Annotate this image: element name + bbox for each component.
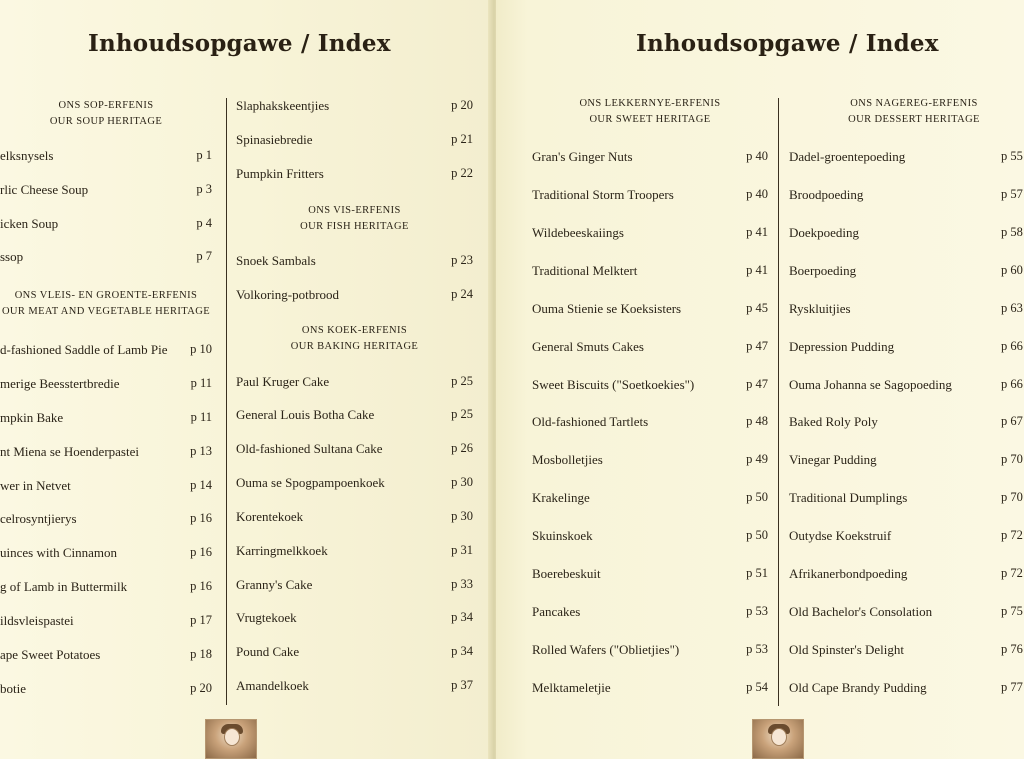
index-entry [0,647,212,667]
entry-page: p 30 [451,475,473,489]
section-heading [789,96,1024,128]
entry-page: p 63 [1001,301,1023,315]
index-entry [532,680,768,700]
entry-title: Mosbolletjies [532,452,603,467]
entry-title: Boerpoeding [789,263,857,278]
index-entry [236,253,473,273]
index-entry [532,225,768,245]
entry-page: p 16 [190,511,212,525]
index-entry [532,604,768,624]
entry-title: Melktameletjie [532,680,611,695]
index-entry [236,475,473,495]
section-heading [532,96,768,128]
index-entry [236,98,473,118]
index-entry [789,339,1024,359]
entry-title: Amandelkoek [236,678,309,693]
entry-page: p 16 [190,579,212,593]
entry-title: uinces with Cinnamon [0,545,117,560]
column-divider [778,98,779,706]
entry-page: p 30 [451,509,473,523]
entry-page: p 45 [746,301,768,315]
entry-page: p 70 [1001,490,1023,504]
entry-title: Baked Roly Poly [789,414,878,429]
entry-page: p 47 [746,377,768,391]
index-entry [789,680,1024,700]
section-heading-af: ONS VIS-ERFENIS [308,205,401,216]
section-heading-en: OUR DESSERT HERITAGE [848,114,980,125]
entry-page: p 37 [451,678,473,692]
entry-title: Paul Kruger Cake [236,374,330,389]
entry-page: p 3 [196,182,212,196]
index-entry [236,374,473,394]
right-col-1 [532,96,768,706]
entry-title: Pancakes [532,604,581,619]
index-entry [789,604,1024,624]
entry-title: Broodpoeding [789,187,864,202]
index-entry [789,566,1024,586]
right-page [496,0,1024,759]
index-entry [0,613,212,633]
index-entry [532,149,768,169]
entry-title: icken Soup [0,216,59,231]
index-entry [532,528,768,548]
index-entry [0,182,212,202]
index-entry [0,579,212,599]
entry-title: Dadel-groentepoeding [789,149,906,164]
entry-page: p 47 [746,339,768,353]
entry-page: p 11 [190,410,212,424]
entry-page: p 41 [746,225,768,239]
entry-page: p 67 [1001,414,1023,428]
entry-title: ssop [0,249,24,264]
entry-page: p 50 [746,490,768,504]
index-entry [532,642,768,662]
section-heading [0,98,212,130]
entry-title: Rolled Wafers ("Oblietjies") [532,642,680,657]
entry-page: p 34 [451,644,473,658]
index-entry [0,410,212,430]
entry-page: p 75 [1001,604,1023,618]
index-entry [789,187,1024,207]
index-entry [236,577,473,597]
index-entry [789,642,1024,662]
entry-title: d-fashioned Saddle of Lamb Pie [0,342,168,357]
entry-page: p 7 [196,249,212,263]
section-heading [236,323,473,355]
entry-title: Outydse Koekstruif [789,528,892,543]
entry-title: Sweet Biscuits ("Soetkoekies") [532,377,695,392]
entry-page: p 26 [451,441,473,455]
entry-page: p 31 [451,543,473,557]
entry-page: p 58 [1001,225,1023,239]
entry-page: p 1 [196,148,212,162]
entry-page: p 57 [1001,187,1023,201]
section-heading-en: OUR BAKING HERITAGE [290,341,419,352]
entry-title: Wildebeeskaiings [532,225,624,240]
entry-title: Pumpkin Fritters [236,166,324,181]
index-entry [0,249,212,269]
section-heading-af: ONS LEKKERNYE-ERFENIS [579,98,721,109]
index-entry [532,263,768,283]
index-entry [236,509,473,529]
entry-page: p 11 [190,376,212,390]
right-col-2 [789,96,1024,706]
index-entry [0,681,212,701]
index-entry [532,414,768,434]
entry-page: p 72 [1001,528,1023,542]
entry-page: p 49 [746,452,768,466]
entry-page: p 66 [1001,339,1023,353]
entry-title: Boerebeskuit [532,566,601,581]
index-entry [789,490,1024,510]
entry-page: p 50 [746,528,768,542]
index-entry [236,610,473,630]
left-col-1 [0,98,212,708]
index-entry [789,149,1024,169]
right-page-title: Inhoudsopgawe / Index [636,30,939,57]
index-entry [789,528,1024,548]
entry-title: ape Sweet Potatoes [0,647,101,662]
entry-title: Vrugtekoek [236,610,297,625]
entry-title: nt Miena se Hoenderpastei [0,444,139,459]
entry-page: p 41 [746,263,768,277]
entry-page: p 34 [451,610,473,624]
section-heading-af: ONS SOP-ERFENIS [58,100,154,111]
entry-page: p 20 [451,98,473,112]
entry-title: elksnysels [0,148,54,163]
entry-title: g of Lamb in Buttermilk [0,579,128,594]
entry-title: Pound Cake [236,644,300,659]
entry-page: p 18 [190,647,212,661]
index-entry [236,644,473,664]
entry-title: botie [0,681,26,696]
entry-title: Volkoring-potbrood [236,287,340,302]
entry-title: Karringmelkkoek [236,543,328,558]
index-entry [532,187,768,207]
entry-title: Depression Pudding [789,339,895,354]
entry-page: p 25 [451,407,473,421]
entry-title: celrosyntjierys [0,511,77,526]
index-entry [0,511,212,531]
section-heading-af: ONS KOEK-ERFENIS [301,325,408,336]
entry-title: Korentekoek [236,509,304,524]
entry-title: Afrikanerbondpoeding [789,566,908,581]
section-heading-af: ONS VLEIS- EN GROENTE-ERFENIS [14,290,198,301]
entry-title: ildsvleispastei [0,613,74,628]
entry-title: Old Bachelor's Consolation [789,604,933,619]
entry-page: p 20 [190,681,212,695]
entry-title: Traditional Storm Troopers [532,187,674,202]
entry-title: Traditional Melktert [532,263,638,278]
entry-title: Snoek Sambals [236,253,316,268]
entry-page: p 60 [1001,263,1023,277]
entry-page: p 17 [190,613,212,627]
entry-page: p 40 [746,187,768,201]
entry-page: p 76 [1001,642,1023,656]
index-entry [236,543,473,563]
index-entry [236,407,473,427]
entry-page: p 77 [1001,680,1023,694]
section-heading-en: OUR SOUP HERITAGE [49,116,163,127]
entry-page: p 24 [451,287,473,301]
index-entry [0,376,212,396]
entry-page: p 22 [451,166,473,180]
entry-page: p 72 [1001,566,1023,580]
left-page [0,0,492,759]
entry-page: p 21 [451,132,473,146]
entry-title: Ouma Stienie se Koeksisters [532,301,682,316]
entry-title: Krakelinge [532,490,590,505]
index-entry [0,478,212,498]
entry-title: mpkin Bake [0,410,64,425]
entry-title: Ouma Johanna se Sagopoeding [789,377,952,392]
index-entry [532,339,768,359]
section-heading-en: OUR SWEET HERITAGE [589,114,711,125]
entry-page: p 53 [746,604,768,618]
entry-page: p 54 [746,680,768,694]
entry-title: Spinasiebredie [236,132,313,147]
index-entry [532,452,768,472]
entry-page: p 40 [746,149,768,163]
index-entry [532,566,768,586]
index-entry [532,377,768,397]
entry-title: Skuinskoek [532,528,593,543]
entry-title: Old-fashioned Sultana Cake [236,441,383,456]
entry-title: Ouma se Spogpampoenkoek [236,475,385,490]
entry-title: Old Cape Brandy Pudding [789,680,927,695]
entry-title: Slaphakskeentjies [236,98,330,113]
entry-title: Old-fashioned Tartlets [532,414,649,429]
index-entry [532,490,768,510]
index-entry [236,287,473,307]
index-entry [789,263,1024,283]
entry-page: p 33 [451,577,473,591]
entry-title: Ryskluitjies [789,301,851,316]
left-page-title: Inhoudsopgawe / Index [88,30,391,57]
entry-title: Old Spinster's Delight [789,642,905,657]
index-entry [0,216,212,236]
index-entry [532,301,768,321]
entry-page: p 23 [451,253,473,267]
entry-title: Traditional Dumplings [789,490,908,505]
index-entry [236,132,473,152]
entry-title: wer in Netvet [0,478,71,493]
entry-page: p 51 [746,566,768,580]
section-heading-en: OUR FISH HERITAGE [300,221,409,232]
entry-page: p 14 [190,478,212,492]
entry-title: General Smuts Cakes [532,339,644,354]
entry-page: p 13 [190,444,212,458]
entry-title: merige Beesstertbredie [0,376,120,391]
index-entry [0,444,212,464]
entry-page: p 48 [746,414,768,428]
left-col-2 [236,98,473,708]
entry-title: Granny's Cake [236,577,313,592]
index-entry [789,225,1024,245]
index-entry [0,545,212,565]
index-entry [0,342,212,362]
entry-page: p 25 [451,374,473,388]
entry-title: General Louis Botha Cake [236,407,375,422]
entry-page: p 55 [1001,149,1023,163]
index-entry [0,148,212,168]
entry-title: Gran's Ginger Nuts [532,149,633,164]
entry-page: p 66 [1001,377,1023,391]
index-entry [789,414,1024,434]
section-heading-af: ONS NAGEREG-ERFENIS [850,98,978,109]
entry-page: p 70 [1001,452,1023,466]
entry-page: p 4 [196,216,212,230]
entry-page: p 10 [190,342,212,356]
index-entry [236,678,473,698]
entry-title: Vinegar Pudding [789,452,877,467]
vintage-photo-child [752,719,804,759]
index-entry [789,301,1024,321]
index-entry [789,452,1024,472]
entry-title: Doekpoeding [789,225,860,240]
entry-title: rlic Cheese Soup [0,182,89,197]
section-heading-en: OUR MEAT AND VEGETABLE HERITAGE [1,306,211,317]
section-heading [0,288,212,320]
index-entry [236,166,473,186]
entry-page: p 16 [190,545,212,559]
vintage-photo-girl [205,719,257,759]
entry-page: p 53 [746,642,768,656]
section-heading [236,203,473,235]
index-entry [789,377,1024,397]
column-divider [226,98,227,705]
index-entry [236,441,473,461]
